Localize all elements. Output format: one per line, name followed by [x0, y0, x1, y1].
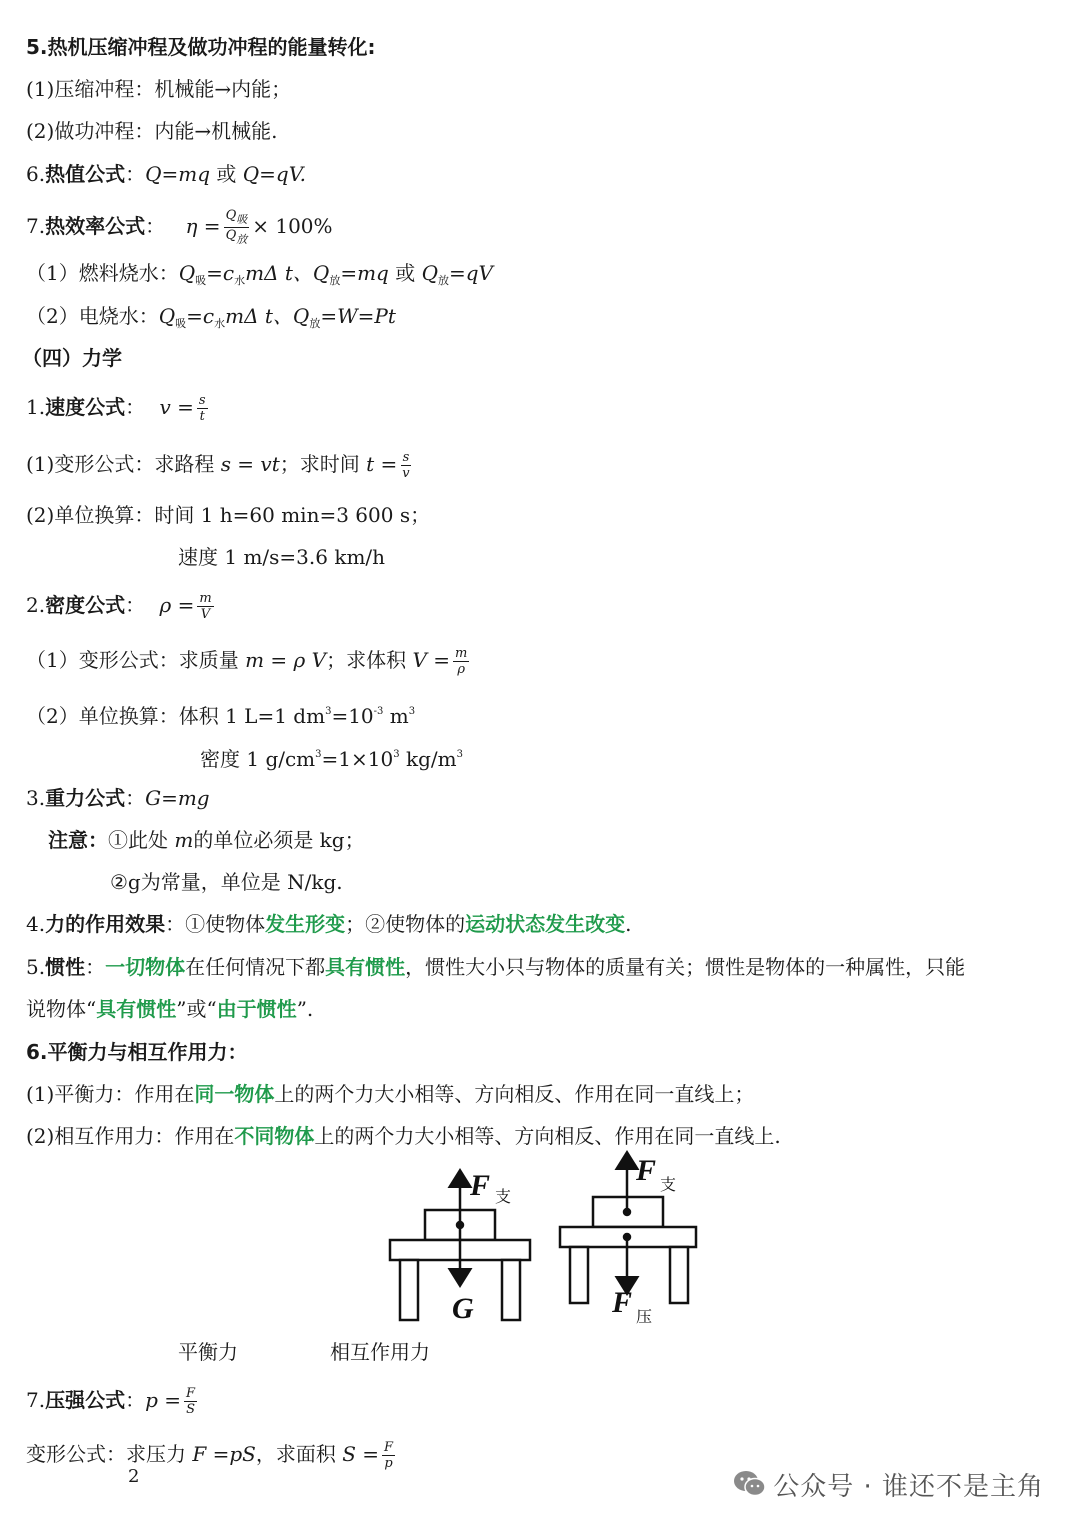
formula-lhs: V = [412, 648, 451, 672]
page-number: 2 [128, 1466, 140, 1487]
formula: s = vt [220, 452, 280, 476]
subscript: 放 [309, 317, 321, 330]
highlight: 运动状态发生改变 [465, 912, 626, 936]
superscript: 3 [408, 706, 416, 717]
fraction [224, 208, 250, 247]
text-line [26, 646, 472, 677]
item-title: 力的作用效果 [45, 912, 166, 936]
subscript: 水 [234, 274, 246, 287]
formula-lhs: p = [145, 1388, 182, 1412]
heading-m1 [26, 393, 211, 424]
force-subscript: 支 [495, 1187, 512, 1206]
highlight: 一切物体 [105, 955, 186, 979]
highlight: 不同物体 [234, 1124, 315, 1148]
text: 上的两个力大小相等、方向相反、作用在同一直线上. [314, 1124, 781, 1148]
text: 为常量，单位是 N/kg. [140, 870, 343, 894]
text-line [200, 742, 463, 772]
text: 或 [388, 261, 422, 285]
center-dot [457, 1222, 463, 1228]
fraction [197, 393, 208, 424]
wechat-watermark [733, 1466, 1044, 1506]
force-subscript: 支 [660, 1175, 677, 1194]
item-title: 热值公式 [45, 162, 126, 186]
text-line [26, 699, 415, 729]
item-number: 5. [26, 955, 46, 979]
force-label-f: F [636, 1154, 657, 1187]
symbol: Q [312, 261, 330, 285]
formula-lhs: v = [159, 395, 194, 419]
item-number: 7. [26, 214, 46, 238]
text: ，惯性大小只与物体的质量有关；惯性是物体的一种属性，只能 [405, 955, 966, 979]
text-line [26, 996, 313, 1022]
highlight: 具有惯性 [96, 997, 177, 1021]
text: ”. [296, 997, 314, 1021]
superscript: 3 [393, 749, 400, 760]
fraction [197, 591, 213, 622]
heading-m4 [26, 911, 631, 937]
item-number: 6. [26, 162, 46, 186]
wechat-icon [733, 1469, 767, 1506]
colon: ： [125, 786, 146, 810]
colon: ： [85, 955, 106, 979]
text: (2)相互作用力：作用在 [26, 1124, 235, 1148]
item-title: 热效率公式 [45, 214, 146, 238]
item-title: 惯性 [45, 955, 86, 979]
text: =1×10 [321, 747, 394, 771]
formula: Q=mq [145, 162, 211, 186]
formula: mΔ t、 [225, 304, 293, 328]
item-title: 重力公式 [45, 786, 126, 810]
fraction-numerator: m [199, 591, 212, 606]
text: =10 [331, 704, 374, 728]
text: ；②使物体的 [345, 912, 466, 936]
item-number: 1. [26, 395, 46, 419]
text-line [26, 1440, 398, 1471]
text: (1)变形公式：求路程 [26, 452, 221, 476]
text: 或 [210, 162, 243, 186]
highlight: 发生形变 [265, 912, 346, 936]
item-number: 3. [26, 786, 46, 810]
formula: mΔ t、 [245, 261, 313, 285]
formula: =c [186, 304, 215, 328]
text-line: (2)单位换算：时间 1 h=60 min=3 600 s； [26, 503, 431, 527]
fraction-numerator: F [186, 1386, 196, 1401]
colon: ： [125, 1388, 146, 1412]
figure-caption: 平衡力 [178, 1340, 238, 1364]
formula-lhs: S = [342, 1442, 380, 1466]
text: （1）变形公式：求质量 [26, 648, 246, 672]
symbol: m [174, 828, 194, 852]
text: kg/m [399, 747, 457, 771]
text: （2）电烧水： [26, 304, 159, 328]
note-line [110, 869, 343, 895]
highlight: 由于惯性 [216, 997, 297, 1021]
center-dot [624, 1209, 630, 1215]
section-heading: （四）力学 [22, 346, 122, 370]
figure-caption: 相互作用力 [330, 1340, 430, 1364]
fraction-numerator: F [384, 1440, 394, 1455]
colon: ： [145, 214, 166, 238]
text-line [26, 303, 396, 337]
heading-s6 [26, 161, 306, 187]
force-label-f: F [470, 1169, 491, 1202]
superscript: 3 [325, 706, 332, 717]
item-number: 4. [26, 912, 46, 936]
force-label-f: F [612, 1286, 633, 1319]
colon: ： [125, 593, 146, 617]
formula: =qV [448, 261, 493, 285]
text: ②g [110, 870, 141, 894]
item-number: 2. [26, 593, 46, 617]
formula-lhs: ρ = [159, 593, 195, 617]
fraction [382, 1440, 395, 1471]
symbol: Q [178, 261, 196, 285]
symbol: Q [158, 304, 176, 328]
heading-s5: 5.热机压缩冲程及做功冲程的能量转化: [26, 35, 376, 59]
text: ；求时间 [279, 452, 367, 476]
fraction-numerator [224, 208, 250, 228]
superscript: 3 [456, 749, 463, 760]
table-leg [670, 1247, 688, 1303]
table-leg [400, 1260, 418, 1320]
formula: Q=qV. [242, 162, 306, 186]
fraction [453, 646, 469, 677]
text: ①使物体 [185, 912, 266, 936]
highlight: 具有惯性 [325, 955, 406, 979]
heading-s7 [26, 208, 333, 247]
colon: ： [125, 395, 146, 419]
fraction [184, 1386, 197, 1417]
item-title: 密度公式 [45, 593, 126, 617]
heading-m7 [26, 1386, 200, 1417]
note-line [48, 827, 365, 853]
text-line: (2)做功冲程：内能→机械能. [26, 119, 278, 143]
text: ；求体积 [326, 648, 413, 672]
fraction [400, 450, 411, 481]
fraction-denominator: V [200, 607, 211, 622]
subscript: 水 [214, 317, 226, 330]
text: ”或“ [176, 997, 217, 1021]
subscript: 放 [236, 233, 248, 246]
text: （2）单位换算：体积 1 L=1 dm [26, 704, 326, 728]
text: 上的两个力大小相等、方向相反、作用在同一直线上； [274, 1082, 755, 1106]
text: m [383, 704, 409, 728]
heading-m3 [26, 785, 210, 811]
text-line [26, 260, 493, 294]
formula: =W=Pt [320, 304, 396, 328]
text-line: 速度 1 m/s=3.6 km/h [178, 545, 386, 569]
heading-m2 [26, 591, 217, 622]
text: . [625, 912, 632, 936]
text: ，求面积 [255, 1442, 343, 1466]
superscript: 3 [315, 749, 322, 760]
symbol: Q [421, 261, 438, 285]
fraction-numerator: s [402, 450, 410, 465]
highlight: 同一物体 [194, 1082, 275, 1106]
symbol: Q [225, 228, 237, 243]
heading-m5 [26, 954, 965, 980]
watermark-text: 公众号 · 谁还不是主角 [773, 1472, 1044, 1502]
text: (1)平衡力：作用在 [26, 1082, 195, 1106]
subscript: 吸 [195, 274, 207, 287]
subscript: 吸 [236, 213, 248, 226]
text-line: (1)压缩冲程：机械能→内能； [26, 77, 292, 101]
note-label: 注意： [48, 828, 108, 852]
item-number: 7. [26, 1388, 46, 1412]
table-leg [502, 1260, 520, 1320]
formula: =c [206, 261, 235, 285]
symbol: Q [225, 208, 237, 223]
formula: G=mg [145, 786, 210, 810]
symbol: Q [292, 304, 310, 328]
subscript: 放 [437, 274, 449, 287]
text: 变形公式：求压力 [26, 1442, 193, 1466]
text: × 100% [252, 214, 333, 238]
fraction-denominator: t [199, 409, 205, 424]
fraction-numerator: s [198, 393, 206, 408]
colon: ： [125, 162, 146, 186]
fraction-numerator: m [455, 646, 468, 661]
text: 的单位必须是 kg； [193, 828, 365, 852]
formula: m = ρ V [245, 648, 327, 672]
fraction-denominator: v [402, 466, 410, 481]
force-subscript: 压 [636, 1307, 653, 1326]
force-diagram [380, 1150, 720, 1330]
text: 密度 1 g/cm [200, 747, 316, 771]
fraction-denominator: p [384, 1456, 393, 1471]
center-dot [624, 1234, 630, 1240]
text-line [26, 450, 415, 481]
text: 说物体“ [26, 997, 97, 1021]
subscript: 吸 [175, 317, 187, 330]
fraction-denominator: S [186, 1402, 195, 1417]
subscript: 放 [329, 274, 341, 287]
text: ①此处 [108, 828, 175, 852]
gravity-label: G [452, 1292, 474, 1325]
item-title: 速度公式 [45, 395, 126, 419]
heading-m6: 6.平衡力与相互作用力： [26, 1040, 248, 1064]
formula-lhs: t = [366, 452, 398, 476]
table-leg [570, 1247, 588, 1303]
formula: F =pS [192, 1442, 256, 1466]
fraction-denominator [224, 228, 250, 247]
colon: ： [165, 912, 186, 936]
formula-lhs: η = [185, 214, 221, 238]
fraction-denominator: ρ [457, 662, 465, 677]
formula: =mq [340, 261, 389, 285]
text: （1）燃料烧水： [26, 261, 179, 285]
text-line [26, 1123, 781, 1149]
item-title: 压强公式 [45, 1388, 126, 1412]
superscript: -3 [373, 706, 384, 717]
text-line [26, 1081, 754, 1107]
text: 在任何情况下都 [185, 955, 326, 979]
